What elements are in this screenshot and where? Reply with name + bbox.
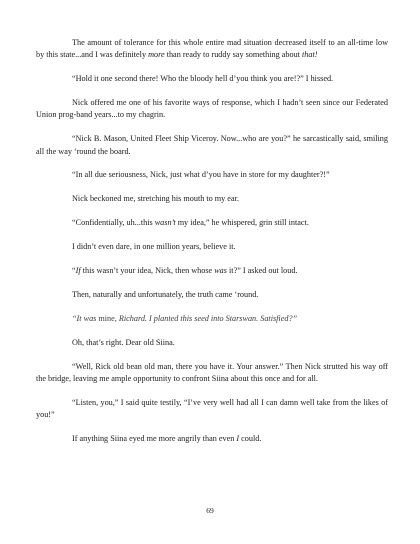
text-run: Oh, that’s right. Dear old Siina.	[72, 337, 175, 347]
text-run: was	[214, 266, 227, 276]
paragraph	[36, 265, 388, 277]
paragraph	[36, 337, 388, 349]
body-text	[36, 37, 388, 457]
text-run: The amount of tolerance for this whole entire mad situation decreased itself to an all-time low by this state...and I was definitely	[36, 38, 388, 60]
text-run: “In all due seriousness, Nick, just what d’you have in store for my daughter?!”	[72, 170, 330, 180]
paragraph	[36, 313, 388, 325]
text-run: “Listen, you,” I said quite testily, “I’ve very well had all I can damn well take from the likes of you!”	[36, 397, 388, 420]
text-run: Nick beckoned me, stretching his mouth to my ear.	[72, 194, 239, 204]
text-run: wasn’t	[154, 218, 176, 228]
text-run: it?” I asked out loud.	[226, 266, 298, 276]
paragraph	[36, 73, 388, 85]
text-run: my idea,” he whispered, grin still intact.	[175, 218, 309, 228]
text-run: mine	[98, 313, 115, 323]
paragraph	[36, 217, 388, 229]
paragraph	[36, 397, 388, 422]
text-run: “It was	[72, 313, 99, 323]
text-run: more	[148, 50, 165, 60]
page-number: 69	[206, 506, 214, 515]
paragraph	[36, 133, 388, 158]
text-run: this wasn’t your idea, Nick, then whose	[80, 266, 215, 276]
paragraph	[36, 193, 388, 205]
paragraph	[36, 37, 388, 62]
text-run: “Hold it one second there! Who the bloody hell d’you think you are!?” I hissed.	[72, 74, 334, 84]
text-run: that!	[301, 50, 318, 60]
text-run: “	[72, 266, 76, 276]
paragraph	[36, 169, 388, 181]
text-run: , Richard. I planted this seed into Starswan. Satisfied?”	[114, 313, 298, 323]
text-run: I	[236, 433, 240, 443]
text-run: If anything Siina eyed me more angrily than even	[72, 433, 237, 443]
text-run: Nick offered me one of his favorite ways of response, which I hadn’t seen since our Federated Union prog-band years...to my chagrin.	[36, 98, 388, 120]
text-run: “Nick B. Mason, United Fleet Ship Viceroy. Now...who are you?” he sarcastically said, smiling all the way ‘round the board.	[36, 134, 388, 156]
paragraph	[36, 241, 388, 253]
text-run: “Confidentially, uh...this	[72, 218, 155, 228]
text-run: If	[75, 266, 81, 276]
paragraph	[36, 289, 388, 301]
text-run: could.	[239, 433, 262, 443]
text-run: “Well, Rick old bean old man, there you have it. Your answer.” Then Nick strutted his way off the bridge, leaving me ample opportunity to confront Siina about this once and for all.	[36, 361, 388, 383]
text-run: Then, naturally and unfortunately, the truth came ‘round.	[72, 289, 259, 299]
paragraph	[36, 361, 388, 386]
paragraph	[36, 97, 388, 122]
text-run: than ready to ruddy say something about	[164, 50, 302, 60]
text-run: I didn’t even dare, in one million years, believe it.	[72, 242, 236, 252]
paragraph	[36, 433, 388, 445]
